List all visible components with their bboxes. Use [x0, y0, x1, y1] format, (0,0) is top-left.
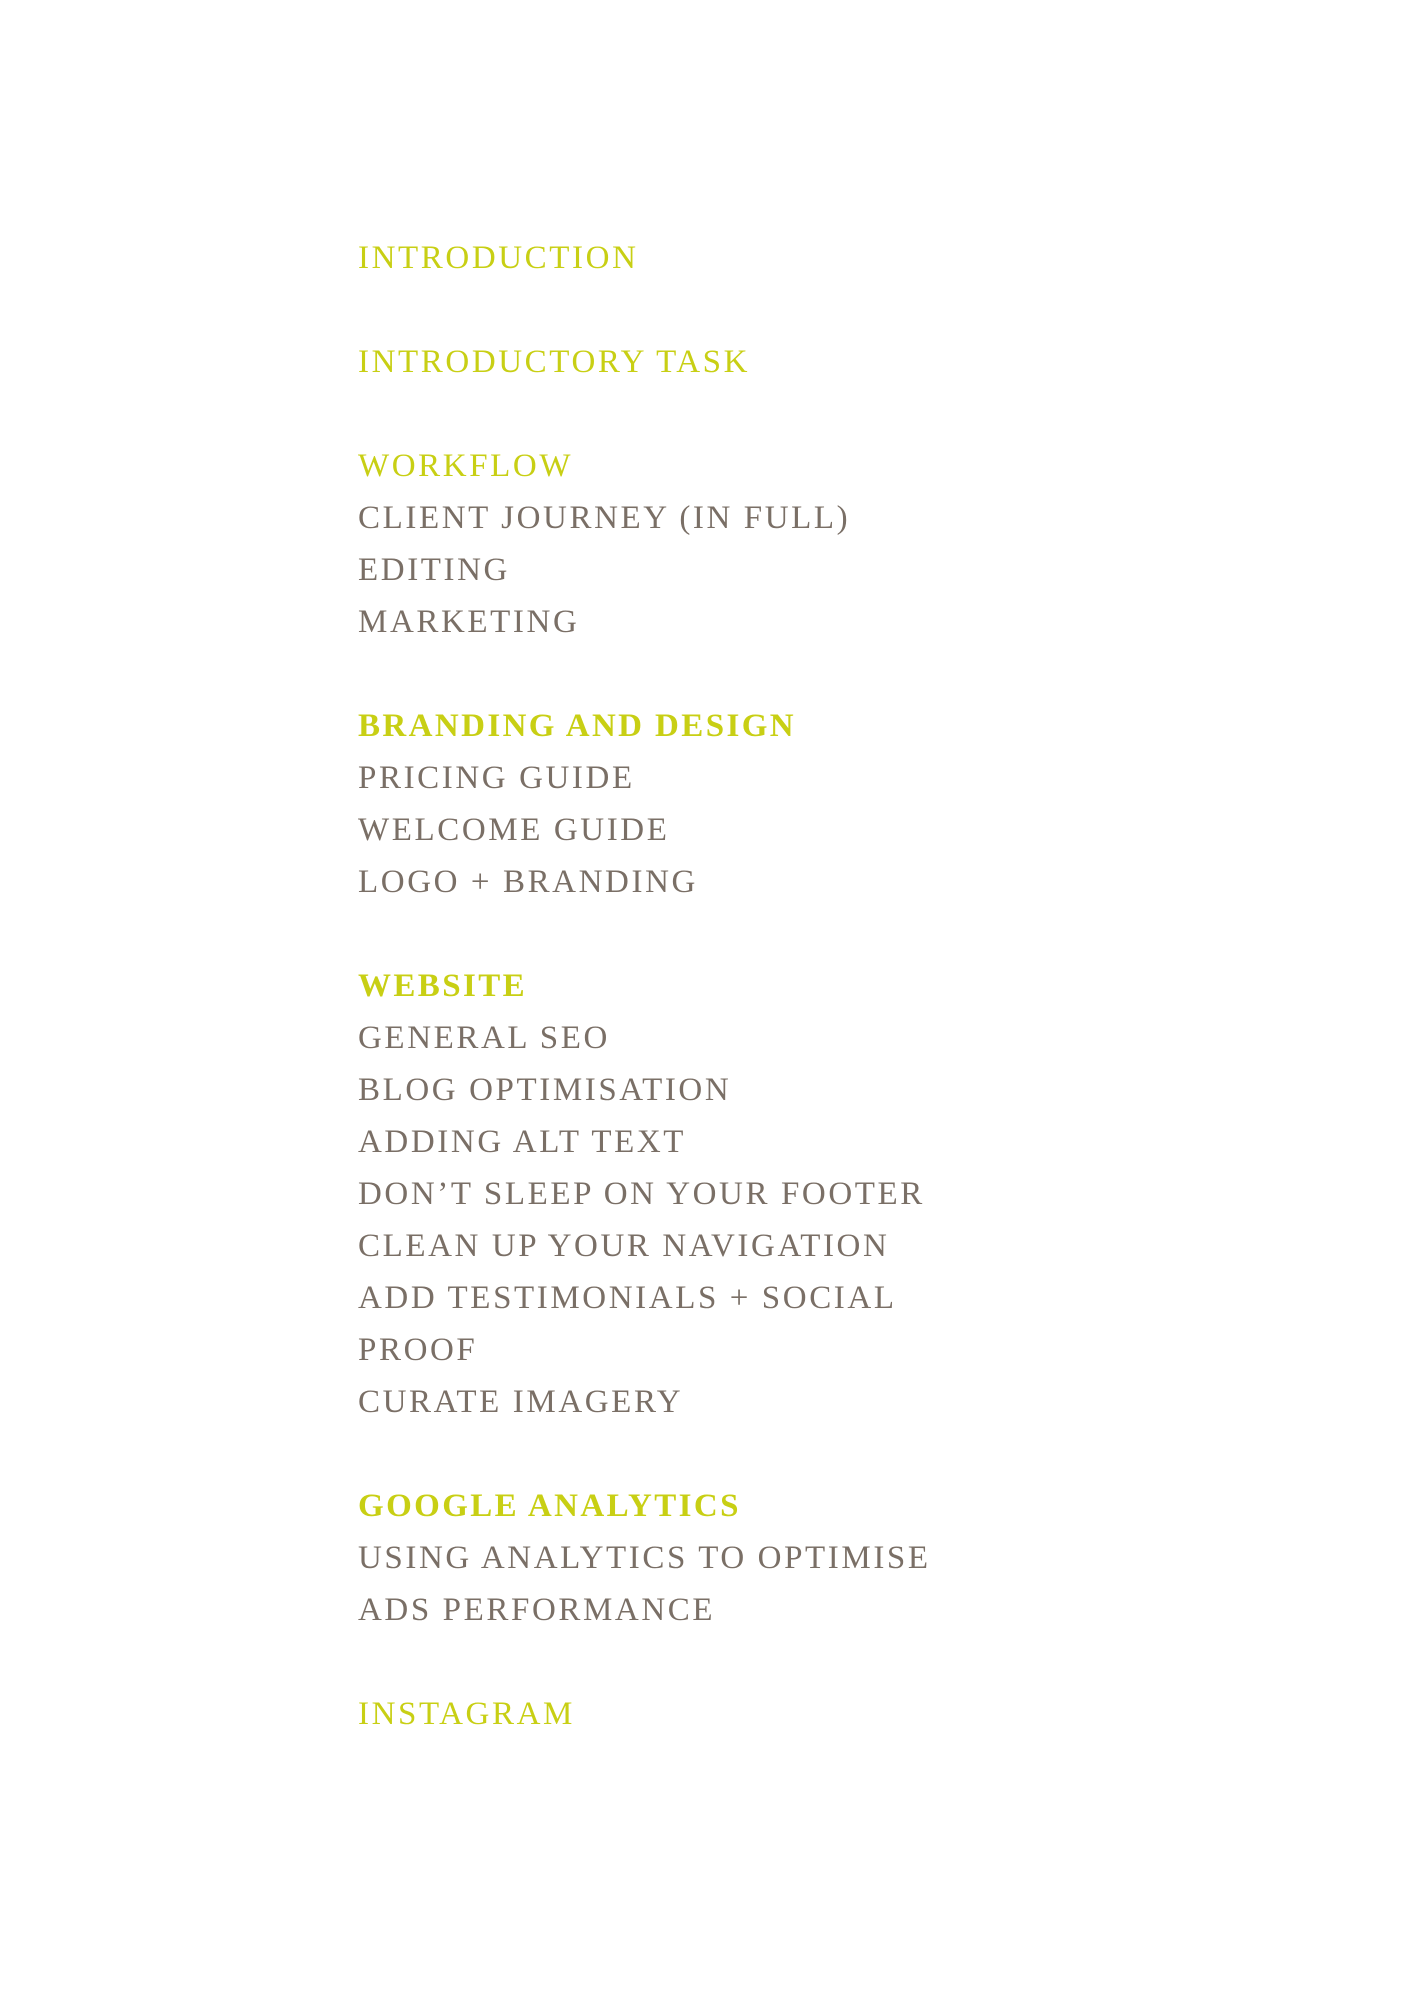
section-gap — [358, 388, 1058, 440]
toc-item-testimonials-proof[interactable]: PROOF — [358, 1332, 478, 1368]
toc-section-analytics — [358, 1480, 1058, 1636]
section-gap — [358, 284, 1058, 336]
toc-item-marketing[interactable]: MARKETING — [358, 604, 580, 640]
section-gap — [358, 648, 1058, 700]
toc-item-using-analytics[interactable]: USING ANALYTICS TO OPTIMISE — [358, 1540, 931, 1576]
toc-heading-website[interactable]: WEBSITE — [358, 968, 528, 1004]
toc-heading-introductory-task[interactable]: INTRODUCTORY TASK — [358, 344, 751, 380]
toc-item-ads-performance[interactable]: ADS PERFORMANCE — [358, 1592, 716, 1628]
section-gap — [358, 1428, 1058, 1480]
toc-item-pricing-guide[interactable]: PRICING GUIDE — [358, 760, 635, 796]
toc-item-navigation[interactable]: CLEAN UP YOUR NAVIGATION — [358, 1228, 890, 1264]
toc-item-curate-imagery[interactable]: CURATE IMAGERY — [358, 1384, 684, 1420]
toc-item-welcome-guide[interactable]: WELCOME GUIDE — [358, 812, 670, 848]
section-gap — [358, 1636, 1058, 1688]
toc-heading-google-analytics[interactable]: GOOGLE ANALYTICS — [358, 1488, 741, 1524]
toc-item-blog-optimisation[interactable]: BLOG OPTIMISATION — [358, 1072, 732, 1108]
toc-heading-instagram[interactable]: INSTAGRAM — [358, 1696, 575, 1732]
toc-item-logo-branding[interactable]: LOGO + BRANDING — [358, 864, 698, 900]
toc-item-testimonials[interactable]: ADD TESTIMONIALS + SOCIAL — [358, 1280, 897, 1316]
section-gap — [358, 908, 1058, 960]
table-of-contents — [358, 232, 1058, 1740]
toc-section-website — [358, 960, 1058, 1428]
toc-section-workflow — [358, 440, 1058, 648]
toc-heading-workflow[interactable]: WORKFLOW — [358, 448, 574, 484]
toc-item-general-seo[interactable]: GENERAL SEO — [358, 1020, 610, 1056]
toc-item-editing[interactable]: EDITING — [358, 552, 510, 588]
toc-item-client-journey[interactable]: CLIENT JOURNEY (IN FULL) — [358, 500, 851, 536]
toc-item-adding-alt-text[interactable]: ADDING ALT TEXT — [358, 1124, 687, 1160]
toc-heading-introduction[interactable]: INTRODUCTION — [358, 240, 639, 276]
toc-item-footer[interactable]: DON’T SLEEP ON YOUR FOOTER — [358, 1176, 925, 1212]
toc-heading-branding-and-design[interactable]: BRANDING AND DESIGN — [358, 708, 796, 744]
toc-section-branding — [358, 700, 1058, 908]
